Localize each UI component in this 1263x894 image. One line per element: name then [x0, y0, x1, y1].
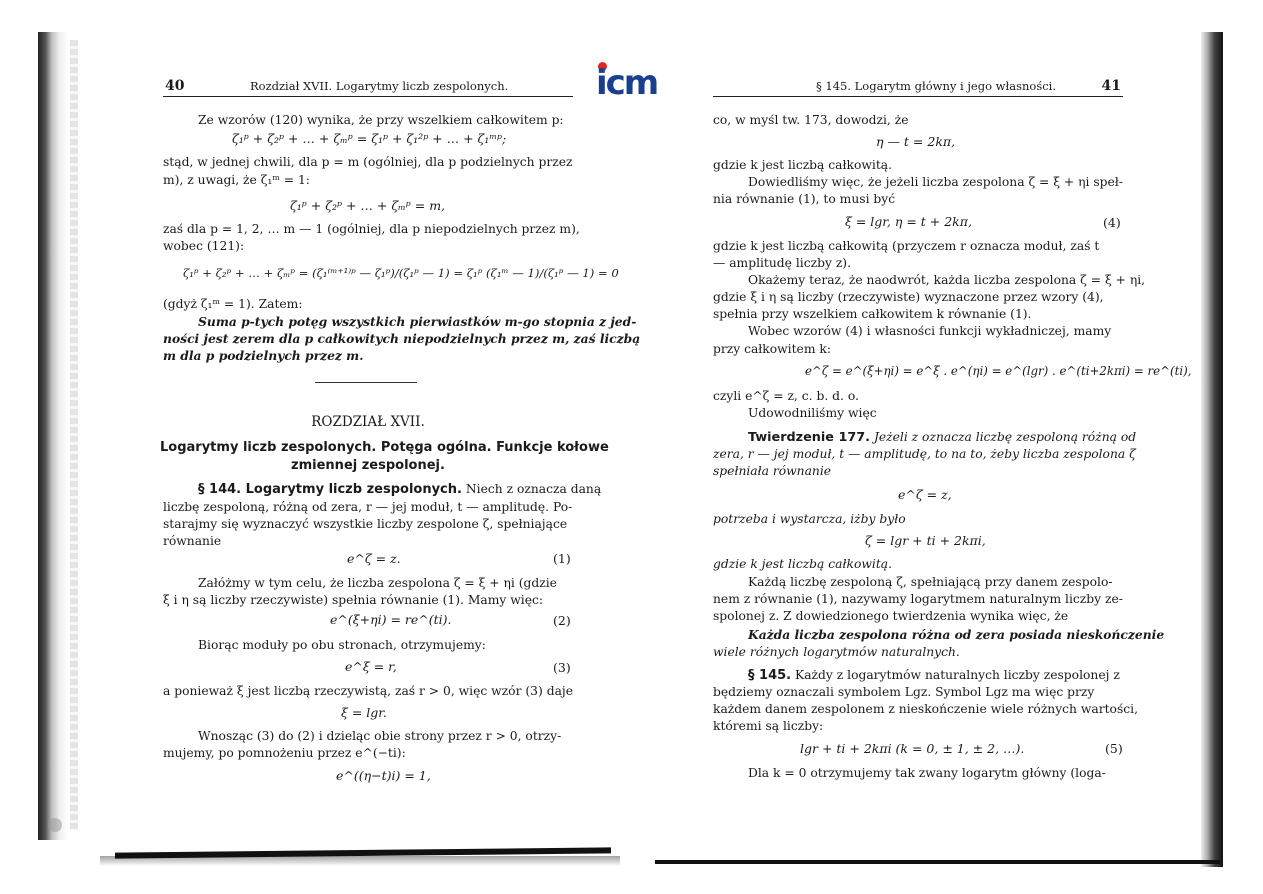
running-header-right [713, 78, 1123, 97]
text-line: Wnosząc (3) do (2) i dzieląc obie strony przez r > 0, otrzy- [198, 729, 562, 743]
text-line: stąd, w jednej chwili, dla p = m (ogólniej, dla p podzielnych przez [163, 155, 573, 169]
text-line: gdzie ξ i η są liczby (rzeczywiste) wyznaczone przez wzory (4), [713, 290, 1104, 304]
equation: ζ = lgr + ti + 2kπi, [865, 533, 986, 548]
text-span: Niech z oznacza daną [465, 482, 602, 496]
section-line [198, 481, 601, 498]
theorem-line: gdzie k jest liczbą całkowitą. [713, 557, 892, 571]
theorem-text: Jeżeli z oznacza liczbę zespoloną różną od [873, 430, 1137, 444]
equation: e^ζ = e^(ξ+ηi) = e^ξ . e^(ηi) = e^(lgr) . e^(ti+2kπi) = re^(ti), [805, 364, 1192, 378]
text-line: mujemy, po pomnożeniu przez e^(−ti): [163, 746, 406, 760]
text-line: gdzie k jest liczbą całkowitą (przyczem r oznacza moduł, zaś t [713, 239, 1100, 253]
equation-number: (4) [1103, 215, 1121, 230]
statement-line: Każda liczba zespolona różna od zera posiada nieskończenie [748, 627, 1165, 642]
text-line: nem z równanie (1), nazywamy logarytmem naturalnym liczby ze- [713, 592, 1123, 606]
text-line: Dowiedliśmy więc, że jeżeli liczba zespolona ζ = ξ + ηi speł- [748, 175, 1123, 189]
equation-number: (2) [553, 613, 571, 628]
text-line: (gdyż ζ₁ᵐ = 1). Zatem: [163, 297, 303, 311]
equation: ζ₁ᵖ + ζ₂ᵖ + … + ζₘᵖ = (ζ₁⁽ᵐ⁺¹⁾ᵖ — ζ₁ᵖ)/(ζ₁ᵖ — 1) = ζ₁ᵖ (ζ₁ᵐ — 1)/(ζ₁ᵖ — 1) = 0 [183, 266, 619, 280]
theorem-line: Suma p-tych potęg wszystkich pierwiastków m-go stopnia z jed- [198, 314, 637, 329]
text-line: liczbę zespoloną, różną od zera, r — jej moduł, t — amplitudę. Po- [163, 500, 573, 514]
text-line: — amplitudę liczby z). [713, 256, 851, 270]
text-line: gdzie k jest liczbą całkowitą. [713, 158, 892, 172]
text-line: wobec (121): [163, 239, 245, 253]
text-line: co, w myśl tw. 173, dowodzi, że [713, 113, 909, 127]
theorem-line: potrzeba i wystarcza, iżby było [713, 512, 906, 526]
chapter-subtitle: zmiennej zespolonej. [291, 458, 445, 473]
equation: ξ = lgr, η = t + 2kπ, [845, 214, 972, 229]
equation: e^((η−t)i) = 1, [336, 768, 431, 783]
equation: e^ξ = r, [345, 659, 397, 674]
text-line: spełnia przy wszelkiem całkowitem k równanie (1). [713, 307, 1032, 321]
text-line: każdem danem zespolonem z nieskończenie wiele różnych wartości, [713, 702, 1138, 716]
text-line: m), z uwagi, że ζ₁ᵐ = 1: [163, 173, 310, 187]
section-line [748, 667, 1120, 684]
logo-text: icm [596, 63, 658, 103]
equation: e^(ξ+ηi) = re^(ti). [330, 612, 452, 627]
text-line: nia równanie (1), to musi być [713, 192, 896, 206]
chapter-subtitle: Logarytmy liczb zespolonych. Potęga ogólna. Funkcje kołowe [160, 440, 609, 455]
section-heading: § 144. Logarytmy liczb zespolonych. [198, 482, 462, 497]
theorem-heading: Twierdzenie 177. [748, 430, 871, 445]
equation: ζ₁ᵖ + ζ₂ᵖ + … + ζₘᵖ = m, [290, 198, 446, 213]
text-line: przy całkowitem k: [713, 342, 831, 356]
text-line: ξ i η są liczby rzeczywiste) spełnia równanie (1). Mamy więc: [163, 593, 544, 607]
page-number: 40 [165, 78, 185, 94]
text-line: Załóżmy w tym celu, że liczba zespolona ζ = ξ + ηi (gdzie [198, 576, 557, 590]
text-line: Udowodniliśmy więc [748, 406, 877, 420]
right-page [640, 0, 1263, 894]
text-line: spolonej z. Z dowiedzionego twierdzenia wynika więc, że [713, 609, 1069, 623]
theorem-line: ności jest zerem dla p całkowitych niepodzielnych przez m, zaś liczbą [163, 331, 641, 346]
text-line: Wobec wzorów (4) i własności funkcji wykładniczej, mamy [748, 324, 1112, 338]
equation-number: (5) [1105, 741, 1123, 756]
statement-line: wiele różnych logarytmów naturalnych. [713, 645, 960, 659]
text-span: Każdy z logarytmów naturalnych liczby zespolonej z [795, 668, 1120, 682]
text-line: Okażemy teraz, że naodwrót, każda liczba zespolona ζ = ξ + ηi, [748, 273, 1146, 287]
equation: η — t = 2kπ, [876, 134, 956, 149]
text-line: czyli e^ζ = z, c. b. d. o. [713, 389, 859, 403]
equation: ξ = lgr. [341, 705, 387, 720]
equation-number: (3) [553, 660, 571, 675]
text-line: Dla k = 0 otrzymujemy tak zwany logarytm główny (loga- [748, 766, 1106, 780]
equation: e^ζ = z. [347, 551, 401, 566]
section-divider [315, 382, 417, 383]
theorem-line: zera, r — jej moduł, t — amplitudę, to na to, żeby liczba zespolona ζ [713, 447, 1136, 461]
text-line: Każdą liczbę zespoloną ζ, spełniającą przy danem zespolo- [748, 575, 1113, 589]
text-line: któremi są liczby: [713, 719, 824, 733]
text-line: Ze wzorów (120) wynika, że przy wszelkiem całkowitem p: [198, 113, 564, 127]
text-line: a ponieważ ξ jest liczbą rzeczywistą, zaś r > 0, więc wzór (3) daje [163, 684, 573, 698]
section-heading: § 145. [748, 668, 792, 683]
theorem-line [748, 429, 1136, 446]
equation-number: (1) [553, 551, 571, 566]
text-line: Biorąc moduły po obu stronach, otrzymujemy: [198, 638, 486, 652]
running-title: Rozdział XVII. Logarytmy liczb zespolonych. [250, 79, 509, 93]
running-title: § 145. Logarytm główny i jego własności. [816, 79, 1057, 93]
theorem-line: m dla p podzielnych przez m. [163, 348, 364, 363]
page-number: 41 [1101, 78, 1121, 94]
chapter-title: ROZDZIAŁ XVII. [311, 414, 425, 430]
theorem-line: spełniała równanie [713, 464, 832, 478]
equation: ζ₁ᵖ + ζ₂ᵖ + … + ζₘᵖ = ζ₁ᵖ + ζ₁²ᵖ + … + ζ₁ᵐᵖ; [232, 131, 507, 146]
text-line: będziemy oznaczali symbolem Lgz. Symbol Lgz ma więc przy [713, 685, 1095, 699]
text-line: zaś dla p = 1, 2, … m — 1 (ogólniej, dla p niepodzielnych przez m), [163, 222, 580, 236]
equation: e^ζ = z, [898, 487, 952, 502]
text-line: równanie [163, 534, 222, 548]
text-line: starajmy się wyznaczyć wszystkie liczby zespolone ζ, spełniające [163, 517, 568, 531]
running-header-left [163, 78, 573, 97]
equation: lgr + ti + 2kπi (k = 0, ± 1, ± 2, …). [800, 741, 1025, 756]
